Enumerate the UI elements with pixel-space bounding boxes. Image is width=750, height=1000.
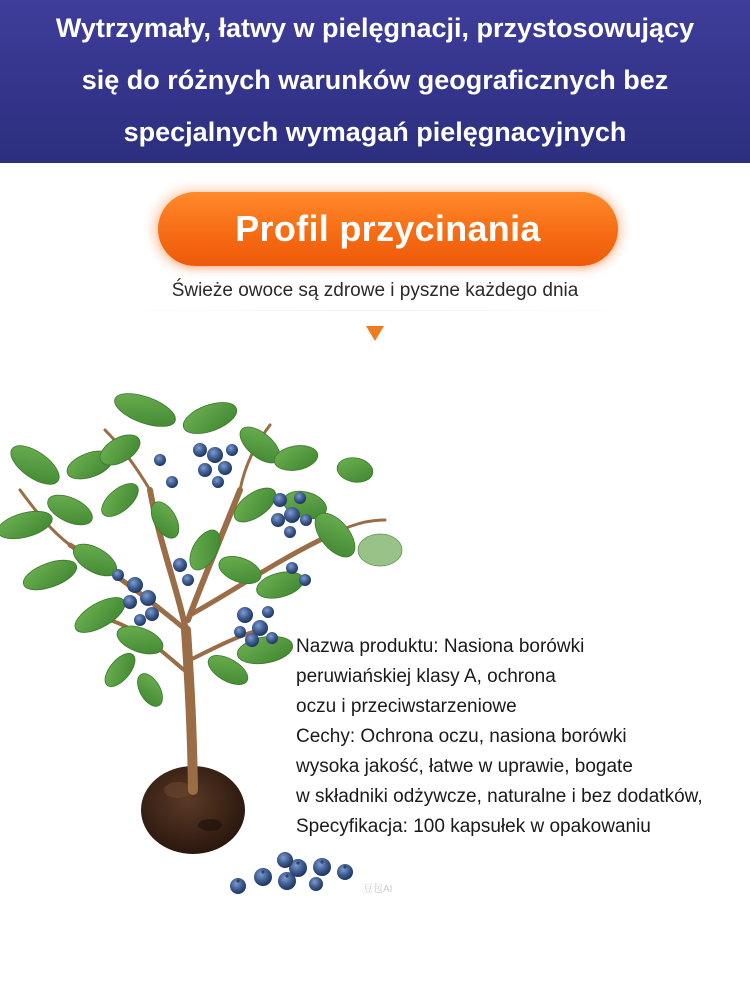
section-pill-label: Profil przycinania bbox=[235, 208, 541, 249]
image-watermark: 豆包AI bbox=[363, 884, 393, 895]
banner-line: Wytrzymały, łatwy w pielęgnacji, przystosowujący bbox=[55, 12, 695, 43]
product-description bbox=[296, 632, 750, 842]
description-line: Specyfikacja: 100 kapsułek w opakowaniu bbox=[296, 816, 651, 837]
top-banner bbox=[0, 0, 750, 163]
section-pill bbox=[158, 192, 618, 266]
loose-berries bbox=[230, 852, 353, 894]
banner-line: specjalnych wymagań pielęgnacyjnych bbox=[123, 116, 627, 147]
description-line: w składniki odżywcze, naturalne i bez dodatków, bbox=[296, 786, 703, 807]
subtitle-divider bbox=[110, 310, 640, 311]
description-line: oczu i przeciwstarzeniowe bbox=[296, 696, 517, 717]
banner-line: się do różnych warunków geograficznych bez bbox=[81, 64, 669, 95]
description-line: peruwiańskiej klasy A, ochrona bbox=[296, 666, 556, 687]
description-line: Cechy: Ochrona oczu, nasiona borówki bbox=[296, 726, 627, 747]
description-line: wysoka jakość, łatwe w uprawie, bogate bbox=[296, 756, 633, 777]
banner-headline bbox=[15, 2, 735, 158]
description-line: Nazwa produktu: Nasiona borówki bbox=[296, 636, 585, 657]
section-subtitle: Świeże owoce są zdrowe i pyszne każdego dnia bbox=[171, 280, 579, 301]
down-arrow-icon bbox=[366, 326, 384, 341]
